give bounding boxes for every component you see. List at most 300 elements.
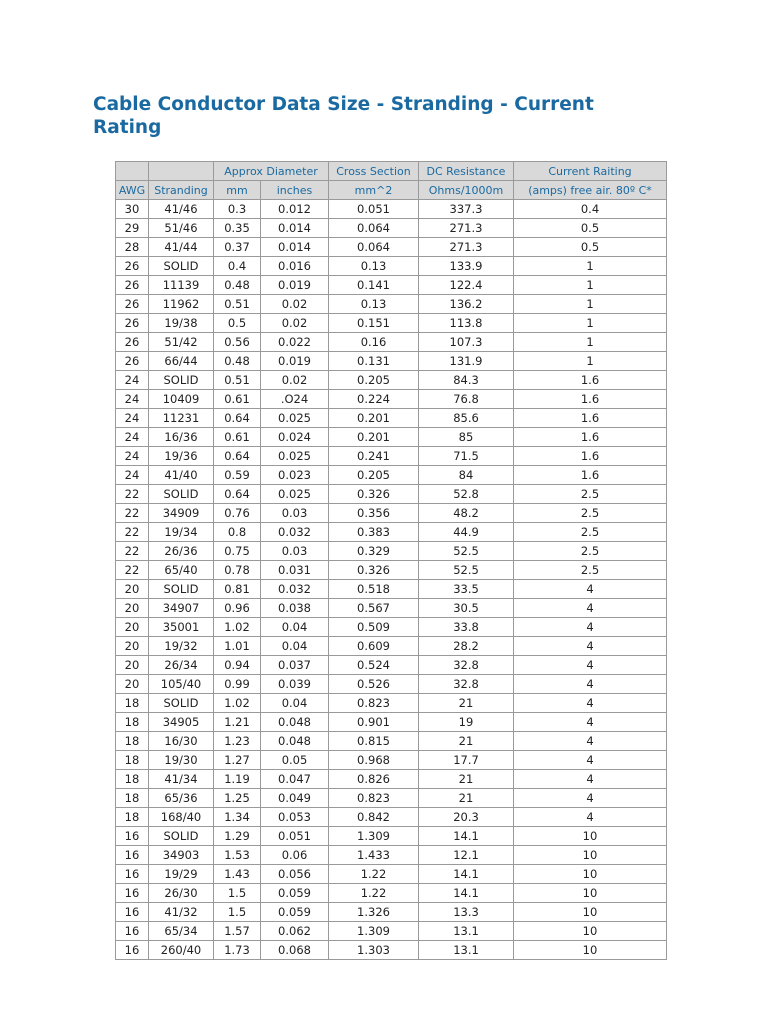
cell-cross-section: 0.151 bbox=[329, 314, 419, 333]
cell-cross-section: 1.309 bbox=[329, 922, 419, 941]
column-mm2: mm^2 bbox=[329, 181, 419, 200]
cell-stranding: 41/40 bbox=[149, 466, 214, 485]
header-empty-awg bbox=[116, 162, 149, 181]
cell-stranding: SOLID bbox=[149, 580, 214, 599]
cell-dc-resistance: 32.8 bbox=[419, 675, 514, 694]
cell-cross-section: 0.064 bbox=[329, 219, 419, 238]
table-row bbox=[116, 238, 667, 257]
cell-diameter-inches: 0.025 bbox=[261, 409, 329, 428]
cell-diameter-inches: 0.06 bbox=[261, 846, 329, 865]
column-stranding: Stranding bbox=[149, 181, 214, 200]
table-row bbox=[116, 523, 667, 542]
cell-current-rating: 1 bbox=[514, 276, 667, 295]
table-row bbox=[116, 352, 667, 371]
cell-diameter-mm: 0.37 bbox=[214, 238, 261, 257]
cell-dc-resistance: 14.1 bbox=[419, 865, 514, 884]
cell-current-rating: 4 bbox=[514, 732, 667, 751]
cell-awg: 18 bbox=[116, 751, 149, 770]
table-row bbox=[116, 713, 667, 732]
cell-diameter-inches: 0.012 bbox=[261, 200, 329, 219]
cell-diameter-mm: 0.61 bbox=[214, 428, 261, 447]
cell-stranding: SOLID bbox=[149, 371, 214, 390]
cell-stranding: 168/40 bbox=[149, 808, 214, 827]
column-amps: (amps) free air. 80º C* bbox=[514, 181, 667, 200]
cell-cross-section: 0.526 bbox=[329, 675, 419, 694]
cell-awg: 20 bbox=[116, 637, 149, 656]
cell-diameter-mm: 1.21 bbox=[214, 713, 261, 732]
cell-current-rating: 10 bbox=[514, 941, 667, 960]
cell-awg: 20 bbox=[116, 599, 149, 618]
cell-diameter-inches: 0.047 bbox=[261, 770, 329, 789]
cell-diameter-inches: 0.04 bbox=[261, 637, 329, 656]
cell-awg: 28 bbox=[116, 238, 149, 257]
cell-stranding: 11231 bbox=[149, 409, 214, 428]
cell-stranding: 34903 bbox=[149, 846, 214, 865]
cell-diameter-mm: 0.61 bbox=[214, 390, 261, 409]
cell-dc-resistance: 44.9 bbox=[419, 523, 514, 542]
cell-stranding: 65/34 bbox=[149, 922, 214, 941]
cell-awg: 24 bbox=[116, 466, 149, 485]
cell-diameter-mm: 1.29 bbox=[214, 827, 261, 846]
cell-dc-resistance: 32.8 bbox=[419, 656, 514, 675]
cell-cross-section: 1.433 bbox=[329, 846, 419, 865]
cell-stranding: 34909 bbox=[149, 504, 214, 523]
cell-stranding: 34907 bbox=[149, 599, 214, 618]
page-title: Cable Conductor Data Size - Stranding - Current Rating bbox=[93, 94, 594, 138]
cell-dc-resistance: 136.2 bbox=[419, 295, 514, 314]
cell-current-rating: 10 bbox=[514, 827, 667, 846]
cell-current-rating: 1 bbox=[514, 295, 667, 314]
cell-stranding: 19/30 bbox=[149, 751, 214, 770]
cell-dc-resistance: 21 bbox=[419, 732, 514, 751]
cell-diameter-mm: 0.76 bbox=[214, 504, 261, 523]
cell-stranding: 19/29 bbox=[149, 865, 214, 884]
cell-current-rating: 10 bbox=[514, 922, 667, 941]
cell-diameter-mm: 0.56 bbox=[214, 333, 261, 352]
cell-diameter-mm: 1.27 bbox=[214, 751, 261, 770]
cell-diameter-inches: 0.068 bbox=[261, 941, 329, 960]
cell-diameter-mm: 0.64 bbox=[214, 409, 261, 428]
cell-cross-section: 1.309 bbox=[329, 827, 419, 846]
cell-current-rating: 0.5 bbox=[514, 219, 667, 238]
cell-current-rating: 2.5 bbox=[514, 485, 667, 504]
cell-diameter-inches: 0.025 bbox=[261, 447, 329, 466]
cell-dc-resistance: 28.2 bbox=[419, 637, 514, 656]
cell-dc-resistance: 113.8 bbox=[419, 314, 514, 333]
cell-cross-section: 0.524 bbox=[329, 656, 419, 675]
cell-diameter-inches: 0.014 bbox=[261, 238, 329, 257]
cell-current-rating: 4 bbox=[514, 694, 667, 713]
cell-stranding: 19/38 bbox=[149, 314, 214, 333]
cell-awg: 22 bbox=[116, 523, 149, 542]
cell-dc-resistance: 85 bbox=[419, 428, 514, 447]
cell-diameter-inches: 0.016 bbox=[261, 257, 329, 276]
table-row bbox=[116, 922, 667, 941]
cell-cross-section: 0.842 bbox=[329, 808, 419, 827]
table-row bbox=[116, 219, 667, 238]
table-row bbox=[116, 675, 667, 694]
cell-cross-section: 0.567 bbox=[329, 599, 419, 618]
cell-current-rating: 2.5 bbox=[514, 542, 667, 561]
cell-awg: 26 bbox=[116, 333, 149, 352]
cell-awg: 24 bbox=[116, 390, 149, 409]
cell-current-rating: 10 bbox=[514, 884, 667, 903]
cell-dc-resistance: 33.5 bbox=[419, 580, 514, 599]
cell-diameter-inches: 0.031 bbox=[261, 561, 329, 580]
cell-stranding: 65/36 bbox=[149, 789, 214, 808]
table-row bbox=[116, 808, 667, 827]
table-row bbox=[116, 941, 667, 960]
cell-cross-section: 0.131 bbox=[329, 352, 419, 371]
table-row bbox=[116, 846, 667, 865]
cell-cross-section: 0.141 bbox=[329, 276, 419, 295]
conductor-data-table bbox=[115, 161, 667, 960]
cell-diameter-inches: 0.022 bbox=[261, 333, 329, 352]
cell-awg: 20 bbox=[116, 656, 149, 675]
cell-diameter-mm: 1.19 bbox=[214, 770, 261, 789]
cell-dc-resistance: 52.5 bbox=[419, 561, 514, 580]
table-row bbox=[116, 542, 667, 561]
cell-diameter-mm: 1.43 bbox=[214, 865, 261, 884]
cell-dc-resistance: 33.8 bbox=[419, 618, 514, 637]
table-row bbox=[116, 865, 667, 884]
cell-cross-section: 0.518 bbox=[329, 580, 419, 599]
cell-diameter-inches: 0.02 bbox=[261, 295, 329, 314]
cell-diameter-mm: 1.25 bbox=[214, 789, 261, 808]
cell-stranding: 11962 bbox=[149, 295, 214, 314]
table-row bbox=[116, 789, 667, 808]
cell-diameter-mm: 0.75 bbox=[214, 542, 261, 561]
cell-current-rating: 4 bbox=[514, 656, 667, 675]
cell-cross-section: 0.326 bbox=[329, 561, 419, 580]
cell-awg: 18 bbox=[116, 808, 149, 827]
cell-stranding: 51/42 bbox=[149, 333, 214, 352]
table-row bbox=[116, 428, 667, 447]
cell-awg: 26 bbox=[116, 295, 149, 314]
column-awg: AWG bbox=[116, 181, 149, 200]
cell-cross-section: 0.064 bbox=[329, 238, 419, 257]
cell-diameter-inches: 0.04 bbox=[261, 694, 329, 713]
cell-stranding: 51/46 bbox=[149, 219, 214, 238]
cell-stranding: 26/36 bbox=[149, 542, 214, 561]
cell-cross-section: 1.22 bbox=[329, 865, 419, 884]
cell-stranding: SOLID bbox=[149, 694, 214, 713]
cell-dc-resistance: 17.7 bbox=[419, 751, 514, 770]
cell-dc-resistance: 84 bbox=[419, 466, 514, 485]
header-column-row bbox=[116, 181, 667, 200]
cell-diameter-mm: 0.64 bbox=[214, 447, 261, 466]
cell-stranding: 11139 bbox=[149, 276, 214, 295]
cell-awg: 18 bbox=[116, 694, 149, 713]
cell-dc-resistance: 337.3 bbox=[419, 200, 514, 219]
header-dc-resistance: DC Resistance bbox=[419, 162, 514, 181]
cell-awg: 16 bbox=[116, 884, 149, 903]
cell-diameter-inches: 0.048 bbox=[261, 713, 329, 732]
cell-dc-resistance: 21 bbox=[419, 789, 514, 808]
table-row bbox=[116, 903, 667, 922]
cell-dc-resistance: 71.5 bbox=[419, 447, 514, 466]
table-row bbox=[116, 295, 667, 314]
table-row bbox=[116, 618, 667, 637]
cell-diameter-inches: 0.053 bbox=[261, 808, 329, 827]
cell-dc-resistance: 48.2 bbox=[419, 504, 514, 523]
cell-cross-section: 0.609 bbox=[329, 637, 419, 656]
cell-dc-resistance: 76.8 bbox=[419, 390, 514, 409]
cell-current-rating: 2.5 bbox=[514, 561, 667, 580]
cell-current-rating: 10 bbox=[514, 865, 667, 884]
table-row bbox=[116, 257, 667, 276]
cell-cross-section: 0.16 bbox=[329, 333, 419, 352]
cell-dc-resistance: 131.9 bbox=[419, 352, 514, 371]
cell-diameter-inches: 0.038 bbox=[261, 599, 329, 618]
cell-awg: 26 bbox=[116, 257, 149, 276]
table-row bbox=[116, 447, 667, 466]
table-row bbox=[116, 276, 667, 295]
table-row bbox=[116, 751, 667, 770]
cell-cross-section: 0.826 bbox=[329, 770, 419, 789]
cell-stranding: 105/40 bbox=[149, 675, 214, 694]
cell-dc-resistance: 85.6 bbox=[419, 409, 514, 428]
cell-awg: 18 bbox=[116, 789, 149, 808]
table-row bbox=[116, 732, 667, 751]
cell-awg: 26 bbox=[116, 276, 149, 295]
cell-cross-section: 0.509 bbox=[329, 618, 419, 637]
cell-current-rating: 10 bbox=[514, 846, 667, 865]
cell-dc-resistance: 271.3 bbox=[419, 238, 514, 257]
cell-diameter-mm: 0.5 bbox=[214, 314, 261, 333]
cell-dc-resistance: 13.3 bbox=[419, 903, 514, 922]
table-row bbox=[116, 827, 667, 846]
cell-awg: 18 bbox=[116, 713, 149, 732]
cell-current-rating: 1 bbox=[514, 257, 667, 276]
cell-cross-section: 0.205 bbox=[329, 466, 419, 485]
table-body bbox=[116, 200, 667, 960]
cell-stranding: 19/34 bbox=[149, 523, 214, 542]
cell-dc-resistance: 52.5 bbox=[419, 542, 514, 561]
cell-dc-resistance: 52.8 bbox=[419, 485, 514, 504]
cell-cross-section: 0.201 bbox=[329, 428, 419, 447]
cell-dc-resistance: 30.5 bbox=[419, 599, 514, 618]
cell-dc-resistance: 14.1 bbox=[419, 827, 514, 846]
cell-diameter-mm: 1.73 bbox=[214, 941, 261, 960]
cell-stranding: 260/40 bbox=[149, 941, 214, 960]
cell-stranding: 26/30 bbox=[149, 884, 214, 903]
cell-diameter-mm: 0.64 bbox=[214, 485, 261, 504]
cell-awg: 22 bbox=[116, 542, 149, 561]
cell-awg: 24 bbox=[116, 409, 149, 428]
table-row bbox=[116, 409, 667, 428]
cell-current-rating: 4 bbox=[514, 637, 667, 656]
cell-stranding: 41/32 bbox=[149, 903, 214, 922]
cell-cross-section: 0.968 bbox=[329, 751, 419, 770]
table-row bbox=[116, 770, 667, 789]
table-row bbox=[116, 884, 667, 903]
cell-cross-section: 0.13 bbox=[329, 295, 419, 314]
cell-awg: 26 bbox=[116, 314, 149, 333]
table-row bbox=[116, 637, 667, 656]
cell-current-rating: 2.5 bbox=[514, 523, 667, 542]
cell-diameter-mm: 0.48 bbox=[214, 276, 261, 295]
cell-diameter-mm: 1.57 bbox=[214, 922, 261, 941]
table-row bbox=[116, 333, 667, 352]
cell-awg: 26 bbox=[116, 352, 149, 371]
cell-diameter-inches: 0.039 bbox=[261, 675, 329, 694]
cell-diameter-inches: 0.049 bbox=[261, 789, 329, 808]
cell-cross-section: 0.13 bbox=[329, 257, 419, 276]
cell-stranding: 16/30 bbox=[149, 732, 214, 751]
cell-current-rating: 4 bbox=[514, 599, 667, 618]
table-row bbox=[116, 694, 667, 713]
cell-diameter-inches: 0.037 bbox=[261, 656, 329, 675]
cell-current-rating: 2.5 bbox=[514, 504, 667, 523]
cell-cross-section: 0.224 bbox=[329, 390, 419, 409]
cell-diameter-mm: 1.02 bbox=[214, 694, 261, 713]
cell-dc-resistance: 13.1 bbox=[419, 941, 514, 960]
cell-diameter-inches: 0.059 bbox=[261, 884, 329, 903]
cell-diameter-mm: 1.02 bbox=[214, 618, 261, 637]
cell-awg: 24 bbox=[116, 428, 149, 447]
cell-diameter-mm: 0.99 bbox=[214, 675, 261, 694]
cell-cross-section: 0.815 bbox=[329, 732, 419, 751]
cell-dc-resistance: 271.3 bbox=[419, 219, 514, 238]
cell-cross-section: 0.356 bbox=[329, 504, 419, 523]
cell-diameter-mm: 1.34 bbox=[214, 808, 261, 827]
cell-stranding: 19/32 bbox=[149, 637, 214, 656]
cell-awg: 16 bbox=[116, 922, 149, 941]
cell-current-rating: 1 bbox=[514, 352, 667, 371]
cell-stranding: 26/34 bbox=[149, 656, 214, 675]
cell-cross-section: 0.901 bbox=[329, 713, 419, 732]
cell-current-rating: 1.6 bbox=[514, 428, 667, 447]
cell-awg: 16 bbox=[116, 903, 149, 922]
cell-diameter-mm: 0.59 bbox=[214, 466, 261, 485]
cell-stranding: 41/44 bbox=[149, 238, 214, 257]
cell-dc-resistance: 133.9 bbox=[419, 257, 514, 276]
cell-current-rating: 4 bbox=[514, 580, 667, 599]
cell-dc-resistance: 84.3 bbox=[419, 371, 514, 390]
cell-awg: 22 bbox=[116, 504, 149, 523]
column-inches: inches bbox=[261, 181, 329, 200]
header-approx-diameter: Approx Diameter bbox=[214, 162, 329, 181]
cell-dc-resistance: 21 bbox=[419, 770, 514, 789]
table-row bbox=[116, 504, 667, 523]
table-row bbox=[116, 314, 667, 333]
cell-diameter-mm: 0.48 bbox=[214, 352, 261, 371]
cell-diameter-mm: 1.5 bbox=[214, 884, 261, 903]
cell-dc-resistance: 107.3 bbox=[419, 333, 514, 352]
cell-diameter-mm: 0.78 bbox=[214, 561, 261, 580]
table-row bbox=[116, 656, 667, 675]
cell-diameter-inches: 0.048 bbox=[261, 732, 329, 751]
cell-current-rating: 0.4 bbox=[514, 200, 667, 219]
cell-diameter-inches: 0.014 bbox=[261, 219, 329, 238]
cell-dc-resistance: 12.1 bbox=[419, 846, 514, 865]
cell-dc-resistance: 20.3 bbox=[419, 808, 514, 827]
cell-diameter-mm: 1.23 bbox=[214, 732, 261, 751]
cell-diameter-inches: 0.023 bbox=[261, 466, 329, 485]
cell-cross-section: 1.303 bbox=[329, 941, 419, 960]
cell-awg: 24 bbox=[116, 447, 149, 466]
cell-diameter-mm: 1.01 bbox=[214, 637, 261, 656]
cell-diameter-inches: 0.051 bbox=[261, 827, 329, 846]
cell-cross-section: 0.205 bbox=[329, 371, 419, 390]
table-row bbox=[116, 466, 667, 485]
table-row bbox=[116, 371, 667, 390]
cell-current-rating: 0.5 bbox=[514, 238, 667, 257]
cell-stranding: 41/34 bbox=[149, 770, 214, 789]
header-cross-section: Cross Section bbox=[329, 162, 419, 181]
cell-current-rating: 4 bbox=[514, 789, 667, 808]
cell-diameter-mm: 0.94 bbox=[214, 656, 261, 675]
cell-cross-section: 0.201 bbox=[329, 409, 419, 428]
cell-awg: 20 bbox=[116, 580, 149, 599]
cell-diameter-mm: 1.53 bbox=[214, 846, 261, 865]
cell-diameter-mm: 0.4 bbox=[214, 257, 261, 276]
cell-stranding: 35001 bbox=[149, 618, 214, 637]
cell-cross-section: 1.22 bbox=[329, 884, 419, 903]
cell-current-rating: 4 bbox=[514, 770, 667, 789]
cell-diameter-inches: 0.04 bbox=[261, 618, 329, 637]
cell-current-rating: 1 bbox=[514, 314, 667, 333]
cell-stranding: 66/44 bbox=[149, 352, 214, 371]
header-group-row bbox=[116, 162, 667, 181]
cell-current-rating: 4 bbox=[514, 713, 667, 732]
cell-current-rating: 1.6 bbox=[514, 466, 667, 485]
cell-diameter-inches: .O24 bbox=[261, 390, 329, 409]
cell-awg: 30 bbox=[116, 200, 149, 219]
cell-awg: 20 bbox=[116, 675, 149, 694]
cell-stranding: 34905 bbox=[149, 713, 214, 732]
cell-awg: 16 bbox=[116, 865, 149, 884]
cell-current-rating: 1.6 bbox=[514, 447, 667, 466]
cell-current-rating: 4 bbox=[514, 675, 667, 694]
cell-dc-resistance: 21 bbox=[419, 694, 514, 713]
cell-diameter-mm: 0.3 bbox=[214, 200, 261, 219]
cell-awg: 24 bbox=[116, 371, 149, 390]
table-row bbox=[116, 599, 667, 618]
cell-diameter-inches: 0.062 bbox=[261, 922, 329, 941]
cell-cross-section: 0.329 bbox=[329, 542, 419, 561]
cell-diameter-inches: 0.02 bbox=[261, 371, 329, 390]
cell-cross-section: 1.326 bbox=[329, 903, 419, 922]
cell-stranding: 41/46 bbox=[149, 200, 214, 219]
cell-cross-section: 0.326 bbox=[329, 485, 419, 504]
cell-awg: 18 bbox=[116, 732, 149, 751]
table-row bbox=[116, 390, 667, 409]
cell-diameter-inches: 0.032 bbox=[261, 580, 329, 599]
cell-diameter-inches: 0.019 bbox=[261, 352, 329, 371]
cell-dc-resistance: 14.1 bbox=[419, 884, 514, 903]
cell-diameter-mm: 0.96 bbox=[214, 599, 261, 618]
cell-awg: 22 bbox=[116, 561, 149, 580]
column-ohms: Ohms/1000m bbox=[419, 181, 514, 200]
cell-current-rating: 1.6 bbox=[514, 390, 667, 409]
table-row bbox=[116, 561, 667, 580]
cell-diameter-inches: 0.05 bbox=[261, 751, 329, 770]
cell-diameter-inches: 0.024 bbox=[261, 428, 329, 447]
header-current-rating: Current Raiting bbox=[514, 162, 667, 181]
cell-current-rating: 1 bbox=[514, 333, 667, 352]
cell-diameter-inches: 0.056 bbox=[261, 865, 329, 884]
cell-current-rating: 4 bbox=[514, 751, 667, 770]
cell-stranding: 10409 bbox=[149, 390, 214, 409]
cell-stranding: SOLID bbox=[149, 827, 214, 846]
cell-diameter-inches: 0.025 bbox=[261, 485, 329, 504]
cell-diameter-inches: 0.019 bbox=[261, 276, 329, 295]
cell-awg: 22 bbox=[116, 485, 149, 504]
table-row bbox=[116, 200, 667, 219]
cell-current-rating: 10 bbox=[514, 903, 667, 922]
